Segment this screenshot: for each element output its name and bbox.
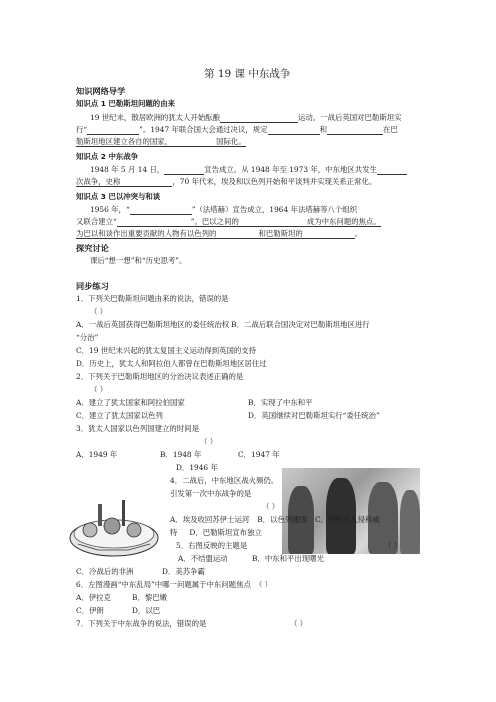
text: 19 世纪末，散居欧洲的犹太人开始酝酿 xyxy=(90,113,221,122)
kp2-line2 xyxy=(76,177,376,187)
q6-answer-paren[interactable]: （ ） xyxy=(254,580,272,589)
q7-stem: 7．下列关于中东战争的说法，错误的是 xyxy=(76,619,207,628)
fill-blank[interactable] xyxy=(268,126,320,135)
middle-east-cartoon-icon xyxy=(68,494,160,558)
q5-stem: 5．右图反映的主题是 xyxy=(176,541,248,550)
q4-option-c[interactable]: C．伊拉克入侵科威 xyxy=(315,515,380,524)
q6-option-d[interactable]: D．以巴 xyxy=(132,606,161,615)
fill-blank[interactable] xyxy=(377,166,407,175)
text: 行“ xyxy=(76,125,88,134)
q1-answer-paren[interactable]: （ ） xyxy=(90,307,108,316)
text: 勒斯坦地区建立各自的国家， xyxy=(76,137,173,146)
kp3-line2 xyxy=(76,217,381,227)
q6-stem xyxy=(76,580,272,590)
text: 和巴勒斯坦的 xyxy=(258,229,303,238)
q1-option-c[interactable]: C．19 世纪末兴起的犹太复国主义运动得到英国的支持 xyxy=(76,346,257,355)
q4-option-b[interactable]: B．以色列建国 xyxy=(257,515,308,524)
fill-blank[interactable] xyxy=(130,206,192,215)
text: 又联合建立“ xyxy=(76,217,117,226)
q2-answer-paren[interactable]: （ ） xyxy=(90,385,108,394)
text: 为巴以和谈作出重要贡献的人物有以色列的 xyxy=(76,229,217,238)
explore-text: 课后“想一想”和“历史思考”。 xyxy=(90,256,187,265)
q6-option-b[interactable]: B．黎巴嫩 xyxy=(132,593,167,602)
fill-blank[interactable] xyxy=(172,138,216,147)
q4-answer-paren[interactable]: （ ） xyxy=(262,502,280,511)
fill-blank[interactable] xyxy=(164,166,204,175)
section-heading-explore: 探究讨论 xyxy=(76,243,109,253)
q6-option-c[interactable]: C．伊朗 xyxy=(76,606,104,615)
text: ”。巴以之间的 xyxy=(190,217,239,226)
q4-options-row2 xyxy=(170,528,262,538)
photo-figure xyxy=(400,490,420,554)
q5-option-d[interactable]: D．美苏争霸 xyxy=(162,567,205,576)
kp1-line3 xyxy=(76,137,246,147)
kp1-line2 xyxy=(76,125,398,135)
fill-blank[interactable] xyxy=(327,126,383,135)
fill-blank[interactable] xyxy=(120,178,172,187)
text: 。 xyxy=(354,229,363,238)
kp1-line1 xyxy=(90,113,402,123)
kp3-heading: 知识点 3 巴以冲突与和谈 xyxy=(76,192,161,201)
text: 次战争，史称 xyxy=(76,177,121,186)
q4-options-row xyxy=(170,515,380,525)
q3-stem: 3．犹太人国家以色列国建立的时间是 xyxy=(76,424,199,433)
q3-option-c[interactable]: C．1947 年 xyxy=(238,450,280,459)
text: 成为中东问题的焦点。 xyxy=(306,217,381,226)
text: ，70 年代末，埃及和以色列开始和平谈判并实现关系正常化。 xyxy=(172,177,377,186)
section-heading-guide: 知识网络导学 xyxy=(76,86,126,96)
q1-option-b-cont: “分治” xyxy=(76,333,99,342)
kp2-line1 xyxy=(90,165,407,175)
q3-option-a[interactable]: A．1949 年 xyxy=(76,450,118,459)
q3-answer-paren[interactable]: （ ） xyxy=(200,437,218,446)
q5-answer-paren[interactable]: （ ） xyxy=(384,541,402,550)
page-title: 第 19 课 中东战争 xyxy=(204,68,291,80)
q1-stem: 1．下列关巴勒斯坦问题由来的说法，错误的是 xyxy=(76,294,229,303)
q5-option-b[interactable]: B．中东和平出现曙光 xyxy=(252,554,324,563)
text: 1948 年 5 月 14 日， xyxy=(90,165,165,174)
text: ”（法塔赫）宣告成立，1964 年法塔赫等八个组织 xyxy=(191,205,358,214)
text: ”。1947 年联合国大会通过决议，规定 xyxy=(139,125,268,134)
text: 6．左图漫画“中东乱局”中哪一问题属于中东问题焦点 xyxy=(76,580,251,589)
q3-option-b[interactable]: B．1948 年 xyxy=(160,450,202,459)
fill-blank[interactable] xyxy=(117,218,191,227)
text: 特 xyxy=(170,528,178,537)
q4-stem-line2: 引发第一次中东战争的是 xyxy=(170,489,252,498)
q4-stem-line1: 4．二战后，中东地区战火频仍。 xyxy=(170,476,279,485)
q2-option-a[interactable]: A．建立了犹太国家和阿拉伯国家 xyxy=(76,398,185,407)
fill-blank[interactable] xyxy=(216,230,258,239)
text: 和 xyxy=(319,125,327,134)
kp3-line3 xyxy=(76,229,362,239)
text: A．一战后英国获得巴勒斯坦地区的委任统治权 xyxy=(76,320,230,329)
kp2-heading: 知识点 2 中东战争 xyxy=(76,152,139,161)
text: 运动。一战后英国对巴勒斯坦实 xyxy=(298,113,402,122)
q1-option-a[interactable] xyxy=(76,320,370,330)
q3-option-d[interactable]: D．1946 年 xyxy=(176,463,218,472)
fill-blank[interactable] xyxy=(303,230,355,239)
fill-blank[interactable] xyxy=(87,126,139,135)
q7-answer-paren[interactable]: （ ） xyxy=(290,619,308,628)
fill-blank[interactable] xyxy=(239,218,307,227)
text: B．二战后联合国决定对巴勒斯坦地区进行 xyxy=(231,320,370,329)
q4-option-d[interactable]: D．巴勒斯坦宣布独立 xyxy=(189,528,262,537)
q4-option-a[interactable]: A．埃及收回苏伊士运河 xyxy=(170,515,250,524)
q2-option-d[interactable]: D．英国继续对巴勒斯坦实行“委任统治” xyxy=(248,411,380,420)
q1-option-d[interactable]: D．历史上，犹太人和阿拉伯人都曾在巴勒斯坦地区居住过 xyxy=(76,359,267,368)
fill-blank[interactable] xyxy=(220,114,298,123)
q5-option-a[interactable]: A．不结盟运动 xyxy=(178,554,228,563)
section-heading-practice: 同步练习 xyxy=(76,281,109,291)
q6-option-a[interactable]: A．伊拉克 xyxy=(76,593,111,602)
q2-stem: 2．下列关于巴勒斯坦地区的分治决议表述正确的是 xyxy=(76,372,244,381)
q5-option-c[interactable]: C．冷战后的非洲 xyxy=(76,567,134,576)
text: 1956 年，“ xyxy=(90,205,130,214)
q2-option-b[interactable]: B．实现了中东和平 xyxy=(248,398,313,407)
text: 在巴 xyxy=(383,125,398,134)
kp3-line1 xyxy=(90,205,357,215)
text: 宣告成立。从 1948 年至 1973 年，中东地区共发生 xyxy=(204,165,377,174)
text: 国际化。 xyxy=(216,137,246,146)
kp1-heading: 知识点 1 巴勒斯坦问题的由来 xyxy=(76,99,175,108)
q2-option-c[interactable]: C．建立了犹太国家以色列 xyxy=(76,411,163,420)
